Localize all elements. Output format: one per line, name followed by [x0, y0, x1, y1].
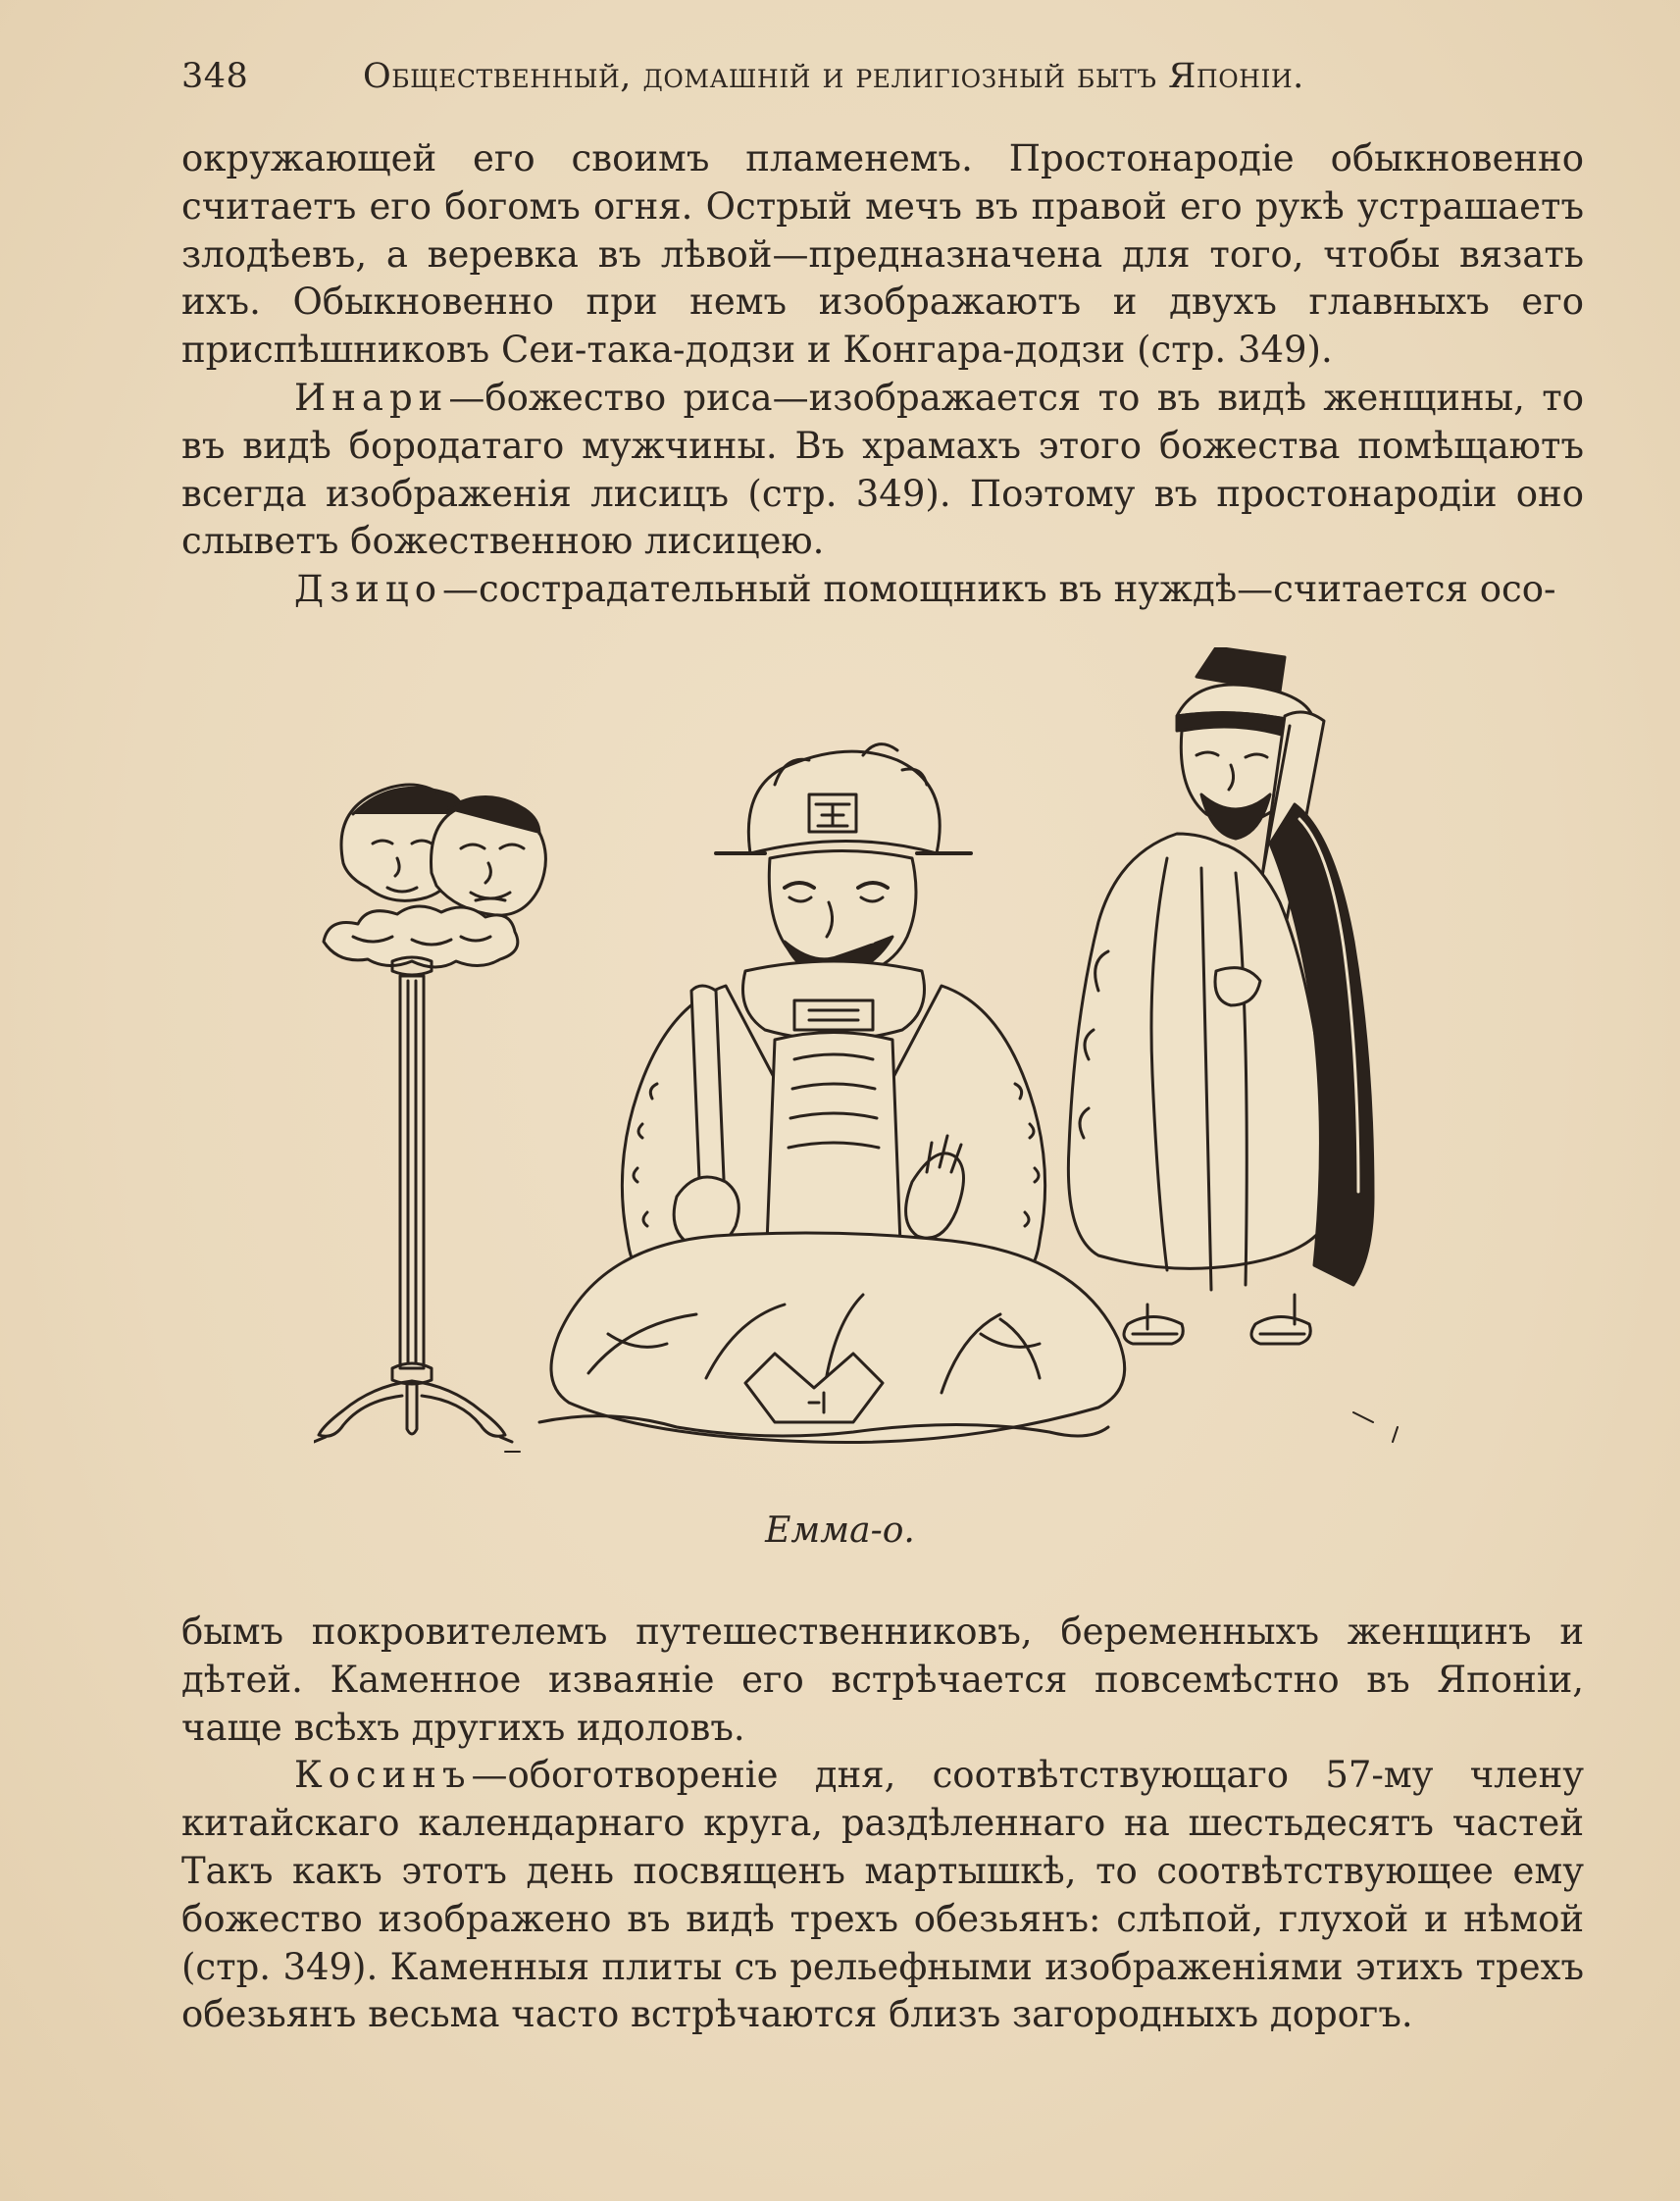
page-number: 348: [181, 57, 249, 96]
paragraph-text: —божество риса—изображается то въ видѣ женщины, то въ видѣ бородатаго мужчины. Въ храмахъ этого божества помѣщаютъ всегда изображенія лисицъ (стр. 349). Поэтому въ простонародіи оно слыветъ божественною лисицею.: [181, 376, 1584, 563]
engraving-illustration: [314, 647, 1442, 1461]
standing-scribe-figure: [1068, 647, 1373, 1344]
spaced-term: Инари: [294, 376, 449, 419]
text-block-bottom: [181, 1609, 1584, 2039]
head-stand-figure: [314, 785, 545, 1442]
paragraph: окружающей его своимъ пламенемъ. Простонародіе обыкновенно считаетъ его богомъ огня. Острый мечъ въ правой его рукѣ устрашаетъ злодѣевъ, а веревка въ лѣвой—предназначена для того, чтобы вязать ихъ. Обыкновенно при немъ изображаютъ и двухъ главныхъ его приспѣшниковъ Сеи-така-додзи и Конгара-додзи (стр. 349).: [181, 137, 1584, 372]
paragraph: бымъ покровителемъ путешественниковъ, беременныхъ женщинъ и дѣтей. Каменное изваяніе его встрѣчается повсемѣстно въ Японіи, чаще всѣхъ другихъ идоловъ.: [181, 1611, 1584, 1749]
text-block-top: [181, 135, 1584, 614]
paragraph-inari: [181, 375, 1584, 566]
paragraph-text: —сострадательный помощникъ въ нуждѣ—считается осо-: [442, 568, 1556, 611]
spaced-term: Дзицо: [294, 568, 442, 611]
figure-caption: Емма-о.: [765, 1510, 915, 1551]
seated-emma-o-figure: [539, 744, 1125, 1443]
paragraph-kosin: [181, 1752, 1584, 2039]
running-title: Общественный, домашній и религіозный бытъ Японіи.: [363, 57, 1304, 96]
paragraph-dzitso: [181, 566, 1584, 614]
spaced-term: Косинъ: [294, 1754, 472, 1797]
paragraph-text: —обоготвореніе дня, соотвѣтствующаго 57-му члену китайскаго календарнаго круга, раздѣленнаго на шестьдесятъ частей Такъ какъ этотъ день посвященъ мартышкѣ, то соотвѣтствующее ему божество изображено въ видѣ трехъ обезьянъ: слѣпой, глухой и нѣмой (стр. 349). Каменныя плиты съ рельефными изображеніями этихъ трехъ обезьянъ весьма часто встрѣчаются близъ загородныхъ дорогъ.: [181, 1754, 1584, 2036]
page-header: [181, 57, 1584, 106]
